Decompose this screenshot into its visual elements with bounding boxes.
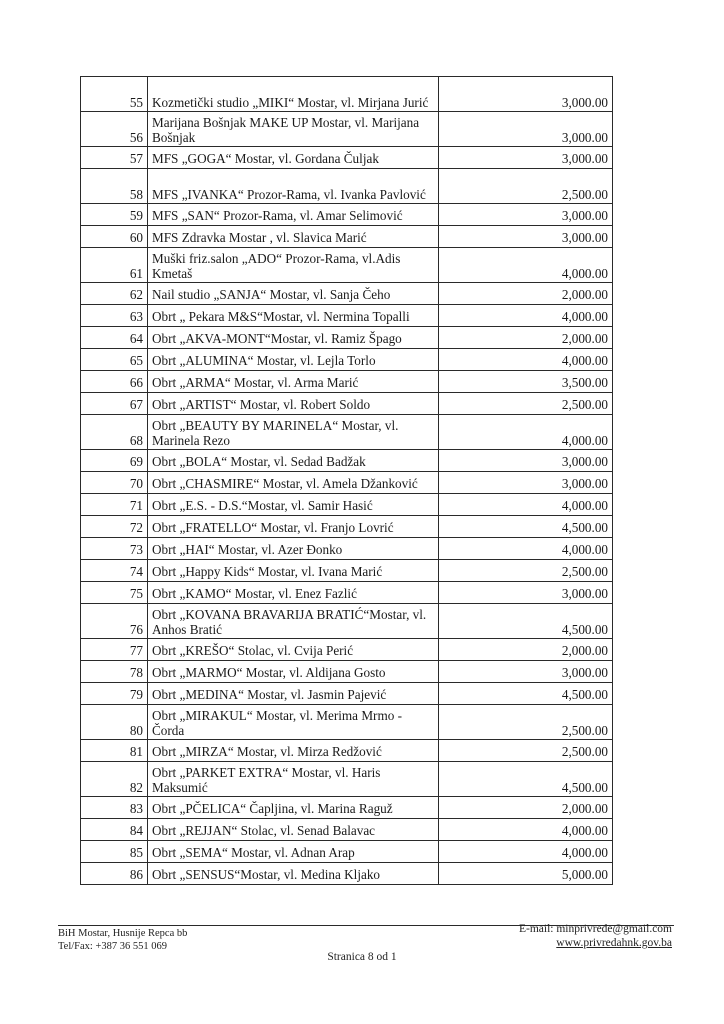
row-amount: 4,000.00 [439,305,613,327]
row-number: 68 [81,415,148,450]
row-business-name: Obrt „ALUMINA“ Mostar, vl. Lejla Torlo [148,349,439,371]
row-amount: 4,000.00 [439,349,613,371]
row-business-name: Obrt „E.S. - D.S.“Mostar, vl. Samir Hasić [148,494,439,516]
table-row [81,538,613,560]
table-row [81,393,613,415]
row-number: 80 [81,705,148,740]
row-amount: 4,500.00 [439,604,613,639]
row-number: 84 [81,819,148,841]
table-row [81,415,613,450]
row-business-name: Obrt „SEMA“ Mostar, vl. Adnan Arap [148,841,439,863]
table-row [81,349,613,371]
row-number: 78 [81,661,148,683]
row-number: 79 [81,683,148,705]
row-amount: 3,000.00 [439,582,613,604]
row-amount: 3,000.00 [439,204,613,226]
table-row [81,582,613,604]
table-row [81,305,613,327]
row-amount: 3,000.00 [439,77,613,112]
row-business-name: Obrt „KOVANA BRAVARIJA BRATIĆ“Mostar, vl. Anhos Bratić [148,604,439,639]
table-row [81,283,613,305]
row-business-name: Obrt „MIRZA“ Mostar, vl. Mirza Redžović [148,740,439,762]
table-row [81,248,613,283]
row-number: 67 [81,393,148,415]
row-amount: 2,000.00 [439,327,613,349]
row-business-name: MFS „GOGA“ Mostar, vl. Gordana Čuljak [148,147,439,169]
row-business-name: Obrt „AKVA-MONT“Mostar, vl. Ramiz Špago [148,327,439,349]
row-business-name: Obrt „MARMO“ Mostar, vl. Aldijana Gosto [148,661,439,683]
row-business-name: Obrt „ Pekara M&S“Mostar, vl. Nermina Topalli [148,305,439,327]
footer-telfax: Tel/Fax: +387 36 551 069 [58,941,168,952]
row-number: 76 [81,604,148,639]
row-amount: 4,000.00 [439,494,613,516]
row-amount: 2,000.00 [439,283,613,305]
row-business-name: Obrt „REJJAN“ Stolac, vl. Senad Balavac [148,819,439,841]
row-business-name: MFS „IVANKA“ Prozor-Rama, vl. Ivanka Pavlović [148,169,439,204]
footer-website-link[interactable]: www.privredahnk.gov.ba [556,937,672,949]
row-number: 60 [81,226,148,248]
register-table-body [81,77,613,885]
row-number: 69 [81,450,148,472]
table-row [81,169,613,204]
row-number: 55 [81,77,148,112]
table-row [81,740,613,762]
table-row [81,639,613,661]
table-row [81,472,613,494]
row-business-name: Nail studio „SANJA“ Mostar, vl. Sanja Čeho [148,283,439,305]
register-table [80,76,613,885]
row-number: 71 [81,494,148,516]
row-business-name: Obrt „KREŠO“ Stolac, vl. Cvija Perić [148,639,439,661]
row-amount: 3,500.00 [439,371,613,393]
row-amount: 2,500.00 [439,560,613,582]
row-business-name: Obrt „BOLA“ Mostar, vl. Sedad Badžak [148,450,439,472]
row-number: 63 [81,305,148,327]
row-number: 57 [81,147,148,169]
row-number: 77 [81,639,148,661]
table-row [81,112,613,147]
row-number: 65 [81,349,148,371]
row-amount: 4,500.00 [439,762,613,797]
row-business-name: Obrt „BEAUTY BY MARINELA“ Mostar, vl. Marinela Rezo [148,415,439,450]
row-amount: 4,000.00 [439,819,613,841]
row-number: 82 [81,762,148,797]
row-number: 70 [81,472,148,494]
table-row [81,560,613,582]
table-row [81,371,613,393]
table-row [81,204,613,226]
row-number: 62 [81,283,148,305]
page-number: Stranica 8 od 1 [327,951,397,963]
row-business-name: Obrt „MIRAKUL“ Mostar, vl. Merima Mrmo - Čorda [148,705,439,740]
table-row [81,797,613,819]
table-row [81,819,613,841]
table-row [81,841,613,863]
row-amount: 3,000.00 [439,226,613,248]
row-business-name: Kozmetički studio „MIKI“ Mostar, vl. Mirjana Jurić [148,77,439,112]
row-amount: 3,000.00 [439,450,613,472]
table-row [81,604,613,639]
row-amount: 2,500.00 [439,740,613,762]
row-business-name: Obrt „HAI“ Mostar, vl. Azer Đonko [148,538,439,560]
table-row [81,494,613,516]
row-amount: 4,000.00 [439,538,613,560]
row-number: 86 [81,863,148,885]
row-business-name: Obrt „MEDINA“ Mostar, vl. Jasmin Pajević [148,683,439,705]
row-business-name: Obrt „ARTIST“ Mostar, vl. Robert Soldo [148,393,439,415]
row-amount: 5,000.00 [439,863,613,885]
table-row [81,77,613,112]
row-business-name: MFS „SAN“ Prozor-Rama, vl. Amar Selimović [148,204,439,226]
row-business-name: Obrt „SENSUS“Mostar, vl. Medina Kljako [148,863,439,885]
row-amount: 4,000.00 [439,248,613,283]
table-row [81,863,613,885]
row-number: 75 [81,582,148,604]
row-number: 58 [81,169,148,204]
row-amount: 3,000.00 [439,472,613,494]
row-amount: 2,500.00 [439,393,613,415]
row-amount: 4,000.00 [439,841,613,863]
row-business-name: Obrt „FRATELLO“ Mostar, vl. Franjo Lovrić [148,516,439,538]
row-amount: 4,500.00 [439,683,613,705]
table-row [81,762,613,797]
row-business-name: Marijana Bošnjak MAKE UP Mostar, vl. Marijana Bošnjak [148,112,439,147]
row-number: 83 [81,797,148,819]
table-row [81,661,613,683]
row-amount: 4,500.00 [439,516,613,538]
row-amount: 4,000.00 [439,415,613,450]
table-row [81,516,613,538]
row-amount: 3,000.00 [439,147,613,169]
row-number: 66 [81,371,148,393]
row-number: 74 [81,560,148,582]
footer-contact [58,927,187,953]
row-number: 61 [81,248,148,283]
row-business-name: Obrt „ARMA“ Mostar, vl. Arma Marić [148,371,439,393]
row-amount: 2,000.00 [439,639,613,661]
table-row [81,705,613,740]
row-business-name: Obrt „PARKET EXTRA“ Mostar, vl. Haris Maksumić [148,762,439,797]
row-amount: 2,000.00 [439,797,613,819]
row-business-name: Obrt „CHASMIRE“ Mostar, vl. Amela Džanković [148,472,439,494]
row-number: 56 [81,112,148,147]
row-amount: 2,500.00 [439,705,613,740]
footer-address: BiH Mostar, Husnije Repca bb [58,928,188,939]
row-number: 64 [81,327,148,349]
footer-online [519,922,672,950]
row-business-name: MFS Zdravka Mostar , vl. Slavica Marić [148,226,439,248]
row-amount: 3,000.00 [439,112,613,147]
row-number: 85 [81,841,148,863]
footer-email[interactable]: E-mail: minprivrede@gmail.com [518,923,672,935]
row-amount: 2,500.00 [439,169,613,204]
row-number: 72 [81,516,148,538]
row-number: 59 [81,204,148,226]
row-business-name: Obrt „Happy Kids“ Mostar, vl. Ivana Marić [148,560,439,582]
row-number: 81 [81,740,148,762]
row-number: 73 [81,538,148,560]
row-business-name: Muški friz.salon „ADO“ Prozor-Rama, vl.Adis Kmetaš [148,248,439,283]
row-business-name: Obrt „PČELICA“ Čapljina, vl. Marina Raguž [148,797,439,819]
table-row [81,683,613,705]
row-business-name: Obrt „KAMO“ Mostar, vl. Enez Fazlić [148,582,439,604]
row-amount: 3,000.00 [439,661,613,683]
table-row [81,450,613,472]
table-row [81,147,613,169]
table-row [81,226,613,248]
table-row [81,327,613,349]
